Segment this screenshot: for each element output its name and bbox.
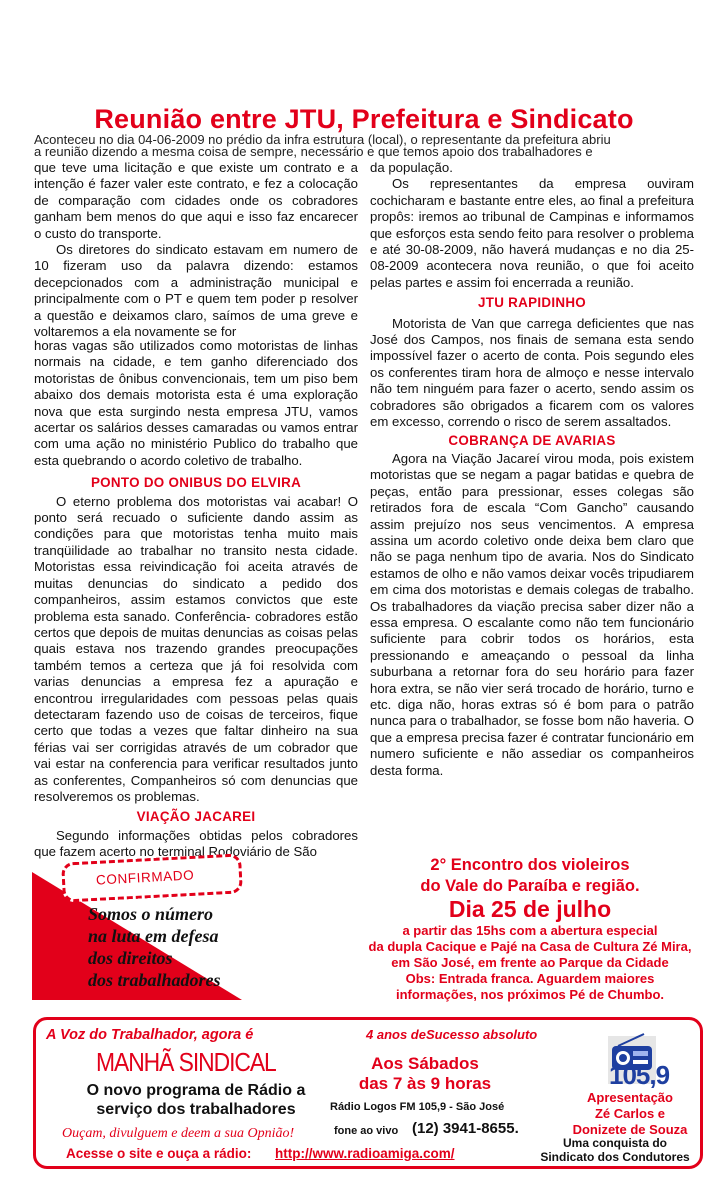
apres-line-2: Zé Carlos e bbox=[594, 1106, 666, 1121]
heading-cobranca-avarias: COBRANÇA DE AVARIAS bbox=[448, 432, 616, 448]
article-title: Reunião entre JTU, Prefeitura e Sindicato bbox=[94, 104, 634, 134]
event-details bbox=[348, 923, 712, 1003]
right-column bbox=[370, 160, 694, 779]
left-paragraph-2: Os diretores do sindicato estavam em numero de 10 fizeram uso da palavra dizendo: estamos decepcionados com a administração municipal e principalmente com o PT e quem tem poder p resolver a questão e deixamos claro, saímos de uma greve e voltaremos a ela novamente se for bbox=[34, 242, 358, 340]
right-paragraph-3: Motorista de Van que carrega deficientes que nas José dos Campos, nos finais de semana esta sendo impossível fazer o acerto de conta. Pois segundo eles os conferentes tiram hora de almoço e nesse intervalo não tem ninguém para fazer o acerto, sendo assim os cobradores são obrigados a ficarem com os valores em excesso, correndo o risco de serem assaltados. bbox=[370, 315, 694, 430]
somos-line-4: dos trabalhadores bbox=[88, 970, 221, 990]
somos-o-numero-text bbox=[88, 903, 221, 991]
event-line-2: do Vale do Paraíba e região. bbox=[420, 877, 640, 895]
fone-number: (12) 3941-8655. bbox=[412, 1120, 519, 1137]
acesse-text: Acesse o site e ouça a rádio: bbox=[66, 1146, 252, 1161]
heading-jtu-rapidinho: JTU RAPIDINHO bbox=[477, 295, 587, 311]
somos-line-1: Somos o número bbox=[88, 904, 214, 924]
program-line-2: serviço dos trabalhadores bbox=[96, 1101, 296, 1118]
event-detail-5: informações, nos próximos Pé de Chumbo. bbox=[396, 987, 664, 1002]
apres-line-3: Donizete de Souza bbox=[572, 1122, 688, 1137]
right-paragraph-2: Os representantes da empresa ouviram cochicharam e bastante entre eles, ao final a prefeitura propôs: iremos ao tribunal de Campinas e informamos que esforços esta sendo feito para resolver o problema e até 30-08-2009, não haverá mudanças e no dia 25-08-2009 acontecera nova reunião, o que foi aceito pelas partes e assim foi encerrada a reunião. bbox=[370, 176, 694, 290]
fone-label: fone ao vivo bbox=[334, 1125, 399, 1137]
heading-ponto-elvira: PONTO DO ONIBUS DO ELVIRA bbox=[90, 475, 302, 491]
voz-trabalhador: A Voz do Trabalhador, agora é bbox=[46, 1027, 254, 1043]
manha-sindical-brand: MANHÃ SINDICAL bbox=[96, 1047, 276, 1077]
event-heading bbox=[360, 855, 700, 897]
right-paragraph-4: Agora na Viação Jacareí virou moda, pois existem motoristas que se negam a pagar batidas e quebra de peças, então para pressionar, esses colegas são retirados fora de escala “Com Gancho” causando assim prejuízo nos seus vencimentos. A empresa assina um acordo coletivo onde deixa bem claro que não se paga nenhum tipo de avaria. Nos do Sindicato estamos de olho e não vamos deixar vocês tripudiarem em cima dos motoristas e demais colegas de trabalho. Os trabalhadores da viação precisa saber dizer não a essa empresa. O escalante como não tem funcionário suficiente para cobrir todos os horários, esta pressionando e ameaçando o pessoal da linha suburbana a retornar fora do seu horário para fazer hora extra, se não vier será trocado de horário, turno e etc. diga não, horas extras só é bom para o patrão nunca para o trabalhador, se fosse bom não haveria. O que a empresa precisa fazer é contratar funcionário em numero suficiente e não assediar os companheiros desta forma. bbox=[370, 450, 694, 778]
left-column bbox=[34, 160, 358, 340]
quatro-anos: 4 anos deSucesso absoluto bbox=[366, 1027, 538, 1042]
left-paragraph-1: que teve uma licitação e que existe um contrato e a intenção é fazer valer este contrato, e fez a colocação de comparação com cidades onde os cobradores ganham bem menos do que aqui e isso faz encarecer o custo do transporte. bbox=[34, 160, 358, 241]
program-line-1: O novo programa de Rádio a bbox=[86, 1082, 306, 1099]
apresentacao bbox=[560, 1090, 700, 1138]
aos-sabados bbox=[340, 1054, 510, 1094]
radio-name: Rádio Logos FM 105,9 - São José bbox=[330, 1101, 505, 1113]
apres-line-1: Apresentação bbox=[587, 1090, 673, 1105]
radio-site-link[interactable]: http://www.radioamiga.com/ bbox=[275, 1146, 455, 1161]
left-paragraph-4: O eterno problema dos motoristas vai acabar! O ponto será recuado o suficiente dando assim as condições para que motoristas tenha muito mais tranqüilidade ao trabalhar no transito nesta cidade. Motoristas essa reivindicação foi aceita através de muitas denuncias do sindicato a pedido dos companheiros, assim estamos convictos que este problema esta sanado. Conferência- cobradores estão certos que depois de muitas denuncias as coisas pelas quais estava nos trazendo grandes preocupações também temos a certeza que já foi resolvida com varias denuncias a empresa fez a apuração e encontrou irregularidades com pessoas pelas quais detectaram fazendo uso de coisas de terceiros, fique certo que todas a vezes que faltar dinheiro na sua férias vai ser corrigidas através de um cobrador que vai estar na conferencia para verificar resultados junto as conferentes, Companheiros só com denuncias que resolveremos os problemas. bbox=[34, 493, 358, 804]
conquista-line-2: Sindicato dos Condutores bbox=[540, 1150, 690, 1164]
event-line-1: 2° Encontro dos violeiros bbox=[430, 856, 630, 874]
slogan: Ouçam, divulguem e deem a sua Opnião! bbox=[62, 1126, 295, 1141]
left-column-continued bbox=[34, 338, 358, 861]
conquista bbox=[530, 1136, 700, 1164]
somos-line-2: na luta em defesa bbox=[88, 926, 219, 946]
left-paragraph-3: horas vagas são utilizados como motoristas de linhas normais na cidade, e tem ganho diferenciado dos motoristas de ônibus convencionais, tem um piso bem abaixo dos demais motorista esta é uma exploração nova que esta surgindo nesta empresa JTU, vamos acertar os salários desses camaradas ou vamos entrar com uma ação no ministério Publico do trabalho que esta quebrando o acordo coletivo de trabalho. bbox=[34, 338, 358, 468]
confirmado-stamp: CONFIRMADO bbox=[95, 867, 195, 888]
sabados-line-2: das 7 às 9 horas bbox=[358, 1074, 492, 1093]
overlap-line-2: a reunião dizendo a mesma coisa de sempre, necessário e que temos apoio dos trabalhadores e bbox=[34, 144, 593, 159]
event-detail-2: da dupla Cacique e Pajé na Casa de Cultura Zé Mira, bbox=[368, 939, 692, 954]
conquista-line-1: Uma conquista do bbox=[562, 1136, 667, 1150]
sabados-line-1: Aos Sábados bbox=[371, 1054, 479, 1073]
frequency: 105,9 bbox=[609, 1060, 670, 1090]
left-paragraph-5: Segundo informações obtidas pelos cobradores que fazem acerto no terminal Rodoviário de São bbox=[34, 827, 358, 860]
overlap-line-1: Aconteceu no dia 04-06-2009 no prédio da infra estrutura (local), o representante da prefeitura abriu bbox=[34, 132, 611, 147]
event-date: Dia 25 de julho bbox=[448, 896, 612, 922]
somos-line-3: dos direitos bbox=[88, 948, 173, 968]
right-paragraph-1: da população. bbox=[370, 160, 453, 175]
programa-text bbox=[46, 1081, 346, 1119]
event-detail-4: Obs: Entrada franca. Aguardem maiores bbox=[405, 971, 655, 986]
heading-viacao-jacarei: VIAÇÃO JACAREI bbox=[136, 809, 256, 825]
event-detail-3: em São José, em frente ao Parque da Cidade bbox=[391, 955, 669, 970]
event-detail-1: a partir das 15hs com a abertura especial bbox=[402, 923, 658, 938]
